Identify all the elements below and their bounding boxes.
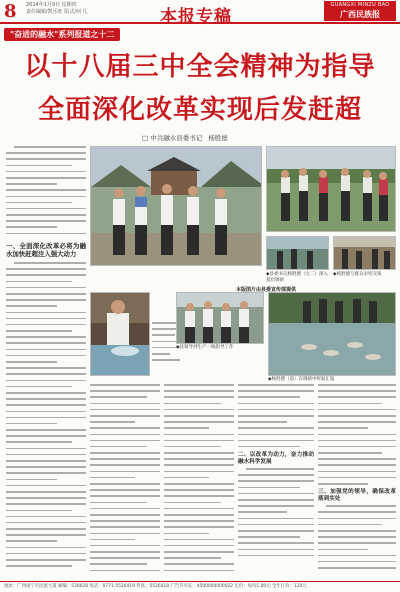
- byline: [136, 133, 228, 142]
- col4-lines-bottom: [238, 468, 314, 556]
- headline-line-2: 全面深化改革实现后发赶超: [37, 95, 362, 125]
- article-text-col3: [164, 384, 234, 580]
- header-date: 2014年1月9日 星期四: [26, 2, 77, 8]
- subhead-1: 一、全面深化改革必将为融水加快赶超注入强大动力: [6, 242, 86, 258]
- caption-4: ◆杨胜德（前）在调研中听取汇报: [268, 377, 335, 382]
- caption-3: ◆县领导到生产一线指导工作: [176, 345, 234, 350]
- photo-small-right: [333, 236, 396, 270]
- caption-2: ◆杨胜德与群众亲切交谈: [333, 272, 382, 277]
- newspaper-brand: [324, 1, 396, 21]
- col4-lines-top: [238, 384, 314, 447]
- subhead-1-block: [6, 240, 86, 262]
- brand-chinese: 广西民族报: [340, 10, 380, 19]
- article-text-col1: [6, 262, 86, 580]
- photo-fish-pond: [268, 292, 396, 376]
- header-meta: [26, 2, 88, 16]
- photo-fish-pond-image: [269, 293, 396, 376]
- photo-meeting-image: [177, 293, 264, 344]
- photo-fish-farmer-image: [91, 293, 150, 376]
- article-text-col4: [238, 384, 314, 580]
- subhead-3: 三、加强党的领导，确保改革落到实处: [318, 489, 396, 503]
- byline-org: □ 中共融水县委书记: [142, 134, 203, 142]
- col5-lines-top: [318, 384, 396, 485]
- col5-lines-bottom: [318, 505, 396, 568]
- page-header: [0, 0, 400, 27]
- headline-line-1: 以十八届三中全会精神为指导: [24, 52, 376, 82]
- article-text-col2: [90, 384, 160, 580]
- subhead-2: 二、以改革为动力，奋力推动融水科学发展: [238, 452, 314, 466]
- page-footer: 地址：广西南宁市民族大道 邮编：530028 电话：0771-5526419 传真：5526418 广告许可证：4500004000022 定价：每份1.00元 全年订价：120元: [0, 581, 400, 592]
- photo-credit: 本版图片由县委宣传部提供: [236, 287, 297, 293]
- article-text-col5: [318, 384, 396, 580]
- byline-author: 杨胜德: [208, 134, 228, 142]
- caption-1: ◆县委书记杨胜德（左二）深入基层调研: [266, 272, 328, 283]
- header-editors: 责任编辑/凯乐旺 版式/何 几: [26, 9, 88, 15]
- photo-officials-village: [90, 146, 262, 266]
- photo-small-right-image: [334, 237, 396, 270]
- series-label: "奋进的融水"系列报道之十二: [4, 28, 120, 41]
- section-title: 本报专稿: [160, 7, 232, 27]
- photo-small-left-image: [267, 237, 329, 270]
- photo-people-field-image: [267, 147, 396, 232]
- photo-fish-farmer: [90, 292, 150, 376]
- photo-small-left: [266, 236, 329, 270]
- photo-officials-village-image: [91, 147, 262, 266]
- photo-meeting: [176, 292, 264, 344]
- photo-people-field: [266, 146, 396, 232]
- brand-english: GUANGXI MINZU BAO: [330, 2, 390, 8]
- page-number: 8: [4, 1, 17, 22]
- article-text-col1-top: [6, 146, 86, 238]
